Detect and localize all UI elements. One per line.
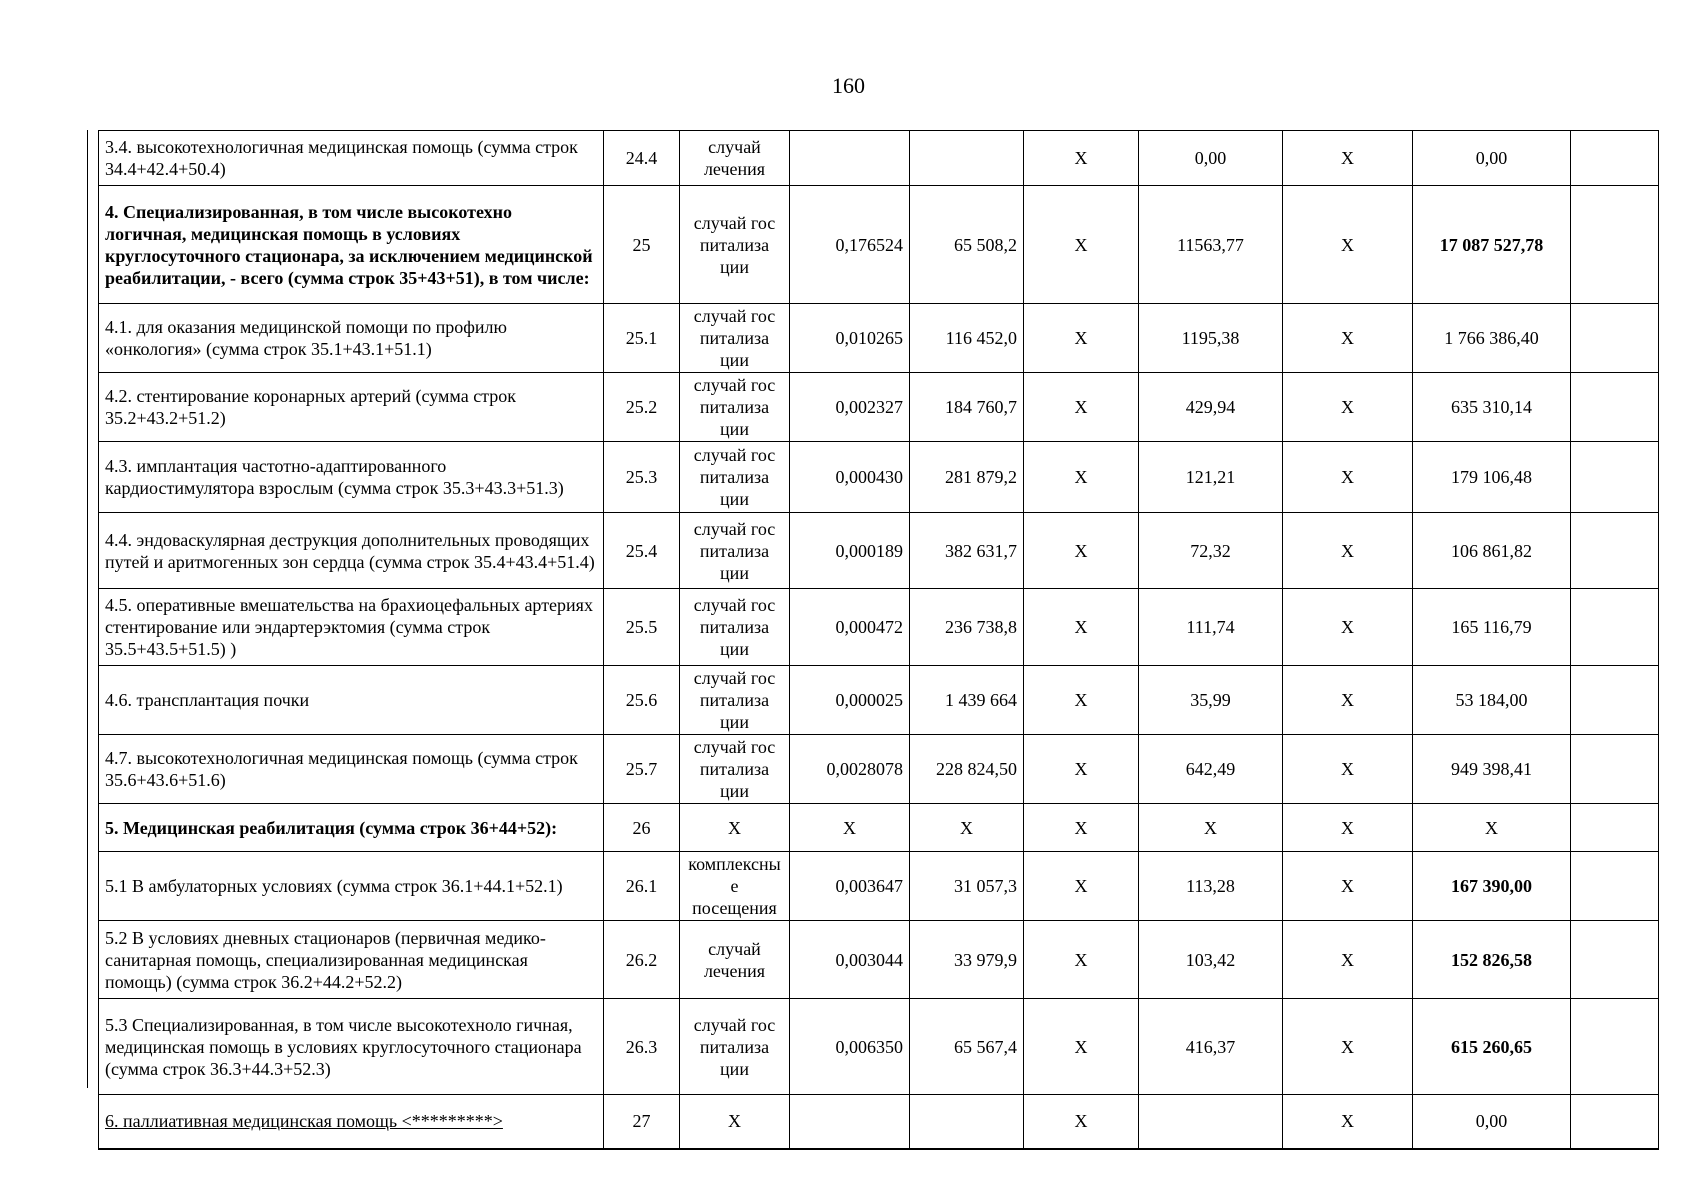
row-total: 165 116,79: [1413, 589, 1571, 666]
row-per-capita: Х: [1139, 804, 1283, 852]
row-number: 26.2: [604, 921, 680, 999]
row-x2: Х: [1283, 1095, 1413, 1149]
row-total: 0,00: [1413, 1095, 1571, 1149]
row-per-capita: 429,94: [1139, 373, 1283, 442]
row-norm: 0,006350: [790, 999, 910, 1095]
row-extra: [1571, 1095, 1659, 1149]
row-extra: [1571, 589, 1659, 666]
row-unit: случай гос питализа ции: [680, 373, 790, 442]
row-x2: Х: [1283, 131, 1413, 186]
row-extra: [1571, 735, 1659, 804]
row-x2: Х: [1283, 804, 1413, 852]
row-name: 5.2 В условиях дневных стационаров (первичная медико-санитарная помощь, специализированная медицинская помощь) (сумма строк 36.2+44.2+52.2): [99, 921, 604, 999]
row-cost: 228 824,50: [910, 735, 1024, 804]
row-norm: 0,176524: [790, 186, 910, 304]
row-x1: Х: [1024, 589, 1139, 666]
row-cost: 65 508,2: [910, 186, 1024, 304]
row-unit: случай лечения: [680, 921, 790, 999]
row-unit: случай гос питализа ции: [680, 999, 790, 1095]
row-x1: Х: [1024, 804, 1139, 852]
row-extra: [1571, 373, 1659, 442]
data-table: [98, 130, 1659, 1150]
row-norm: 0,002327: [790, 373, 910, 442]
row-x1: Х: [1024, 304, 1139, 373]
row-cost: Х: [910, 804, 1024, 852]
row-name: 5.3 Специализированная, в том числе высокотехноло гичная, медицинская помощь в условиях круглосуточного стационара (сумма строк 36.3+44.3+52.3): [99, 999, 604, 1095]
table-row: [99, 735, 1659, 804]
row-total: 17 087 527,78: [1413, 186, 1571, 304]
table-row: [99, 666, 1659, 735]
row-number: 27: [604, 1095, 680, 1149]
table-row: [99, 999, 1659, 1095]
row-x1: Х: [1024, 442, 1139, 513]
row-cost: [910, 1095, 1024, 1149]
row-cost: 184 760,7: [910, 373, 1024, 442]
row-number: 25: [604, 186, 680, 304]
row-number: 25.5: [604, 589, 680, 666]
row-name: 4. Специализированная, в том числе высокотехно логичная, медицинская помощь в условиях круглосуточного стационара, за исключением медицинской реабилитации, - всего (сумма строк 35+43+51), в том числе:: [99, 186, 604, 304]
row-number: 25.6: [604, 666, 680, 735]
row-x2: Х: [1283, 589, 1413, 666]
row-x2: Х: [1283, 304, 1413, 373]
row-number: 25.2: [604, 373, 680, 442]
table-row: [99, 186, 1659, 304]
row-norm: Х: [790, 804, 910, 852]
row-per-capita: [1139, 1095, 1283, 1149]
table-row: [99, 804, 1659, 852]
table-row: [99, 442, 1659, 513]
row-number: 25.7: [604, 735, 680, 804]
row-norm: 0,000472: [790, 589, 910, 666]
row-cost: 1 439 664: [910, 666, 1024, 735]
row-norm: 0,003044: [790, 921, 910, 999]
row-unit: случай гос питализа ции: [680, 589, 790, 666]
row-norm: 0,000430: [790, 442, 910, 513]
table-row: [99, 304, 1659, 373]
row-name: 4.4. эндоваскулярная деструкция дополнительных проводящих путей и аритмогенных зон сердца (сумма строк 35.4+43.4+51.4): [99, 513, 604, 589]
row-x1: Х: [1024, 513, 1139, 589]
row-total: 106 861,82: [1413, 513, 1571, 589]
row-per-capita: 113,28: [1139, 852, 1283, 921]
row-number: 25.4: [604, 513, 680, 589]
table-row: [99, 589, 1659, 666]
row-name: 5.1 В амбулаторных условиях (сумма строк 36.1+44.1+52.1): [99, 852, 604, 921]
row-x2: Х: [1283, 999, 1413, 1095]
row-x2: Х: [1283, 735, 1413, 804]
table-row: [99, 921, 1659, 999]
row-total: 53 184,00: [1413, 666, 1571, 735]
row-total: 0,00: [1413, 131, 1571, 186]
row-name: 4.3. имплантация частотно-адаптированного кардиостимулятора взрослым (сумма строк 35.3+43.3+51.3): [99, 442, 604, 513]
row-extra: [1571, 513, 1659, 589]
row-number: 25.1: [604, 304, 680, 373]
row-name: 4.7. высокотехнологичная медицинская помощь (сумма строк 35.6+43.6+51.6): [99, 735, 604, 804]
left-margin-rule: [87, 130, 88, 1088]
row-per-capita: 0,00: [1139, 131, 1283, 186]
row-x1: Х: [1024, 186, 1139, 304]
row-norm: 0,010265: [790, 304, 910, 373]
row-name: 4.1. для оказания медицинской помощи по профилю «онкология» (сумма строк 35.1+43.1+51.1): [99, 304, 604, 373]
row-cost: 236 738,8: [910, 589, 1024, 666]
row-cost: 65 567,4: [910, 999, 1024, 1095]
row-x2: Х: [1283, 373, 1413, 442]
row-per-capita: 103,42: [1139, 921, 1283, 999]
row-name: 4.2. стентирование коронарных артерий (сумма строк 35.2+43.2+51.2): [99, 373, 604, 442]
row-name: 4.5. оперативные вмешательства на брахиоцефальных артериях стентирование или эндартерэктомия (сумма строк 35.5+43.5+51.5) ): [99, 589, 604, 666]
row-norm: 0,000025: [790, 666, 910, 735]
row-number: 25.3: [604, 442, 680, 513]
row-number: 26: [604, 804, 680, 852]
row-x1: Х: [1024, 373, 1139, 442]
row-number: 24.4: [604, 131, 680, 186]
row-total: 152 826,58: [1413, 921, 1571, 999]
row-per-capita: 642,49: [1139, 735, 1283, 804]
row-name: 4.6. трансплантация почки: [99, 666, 604, 735]
row-extra: [1571, 804, 1659, 852]
row-x1: Х: [1024, 666, 1139, 735]
row-total: 1 766 386,40: [1413, 304, 1571, 373]
row-norm: 0,000189: [790, 513, 910, 589]
row-per-capita: 11563,77: [1139, 186, 1283, 304]
row-per-capita: 111,74: [1139, 589, 1283, 666]
row-x1: Х: [1024, 852, 1139, 921]
row-extra: [1571, 131, 1659, 186]
row-x2: Х: [1283, 666, 1413, 735]
row-unit: случай гос питализа ции: [680, 735, 790, 804]
row-total: 615 260,65: [1413, 999, 1571, 1095]
row-x2: Х: [1283, 186, 1413, 304]
row-cost: 33 979,9: [910, 921, 1024, 999]
table-row: [99, 1095, 1659, 1149]
row-unit: комплексны е посещения: [680, 852, 790, 921]
row-extra: [1571, 442, 1659, 513]
row-number: 26.3: [604, 999, 680, 1095]
row-name: 5. Медицинская реабилитация (сумма строк 36+44+52):: [99, 804, 604, 852]
row-extra: [1571, 852, 1659, 921]
row-norm: 0,003647: [790, 852, 910, 921]
row-x2: Х: [1283, 921, 1413, 999]
row-x1: Х: [1024, 921, 1139, 999]
row-per-capita: 1195,38: [1139, 304, 1283, 373]
row-cost: 116 452,0: [910, 304, 1024, 373]
row-norm: [790, 131, 910, 186]
table-row: [99, 373, 1659, 442]
row-norm: [790, 1095, 910, 1149]
table-row: [99, 131, 1659, 186]
row-name: 3.4. высокотехнологичная медицинская помощь (сумма строк 34.4+42.4+50.4): [99, 131, 604, 186]
row-unit: случай гос питализа ции: [680, 442, 790, 513]
row-total: 949 398,41: [1413, 735, 1571, 804]
row-total: 179 106,48: [1413, 442, 1571, 513]
row-x1: Х: [1024, 999, 1139, 1095]
row-x2: Х: [1283, 442, 1413, 513]
row-number: 26.1: [604, 852, 680, 921]
table-row: [99, 852, 1659, 921]
row-per-capita: 416,37: [1139, 999, 1283, 1095]
row-total: 635 310,14: [1413, 373, 1571, 442]
page-number: 160: [832, 73, 865, 98]
row-total: Х: [1413, 804, 1571, 852]
table-row: [99, 513, 1659, 589]
row-unit: Х: [680, 804, 790, 852]
row-extra: [1571, 186, 1659, 304]
row-x1: Х: [1024, 131, 1139, 186]
row-x1: Х: [1024, 1095, 1139, 1149]
row-total: 167 390,00: [1413, 852, 1571, 921]
row-unit: случай гос питализа ции: [680, 186, 790, 304]
row-unit: случай гос питализа ции: [680, 513, 790, 589]
row-cost: 31 057,3: [910, 852, 1024, 921]
row-cost: 281 879,2: [910, 442, 1024, 513]
row-extra: [1571, 999, 1659, 1095]
row-x1: Х: [1024, 735, 1139, 804]
row-per-capita: 121,21: [1139, 442, 1283, 513]
row-x2: Х: [1283, 852, 1413, 921]
row-unit: Х: [680, 1095, 790, 1149]
row-per-capita: 72,32: [1139, 513, 1283, 589]
row-extra: [1571, 921, 1659, 999]
row-unit: случай гос питализа ции: [680, 304, 790, 373]
row-extra: [1571, 666, 1659, 735]
row-x2: Х: [1283, 513, 1413, 589]
row-unit: случай лечения: [680, 131, 790, 186]
row-cost: [910, 131, 1024, 186]
row-cost: 382 631,7: [910, 513, 1024, 589]
row-extra: [1571, 304, 1659, 373]
row-name: 6. паллиативная медицинская помощь <*********>: [99, 1095, 604, 1149]
row-per-capita: 35,99: [1139, 666, 1283, 735]
row-unit: случай гос питализа ции: [680, 666, 790, 735]
row-norm: 0,0028078: [790, 735, 910, 804]
